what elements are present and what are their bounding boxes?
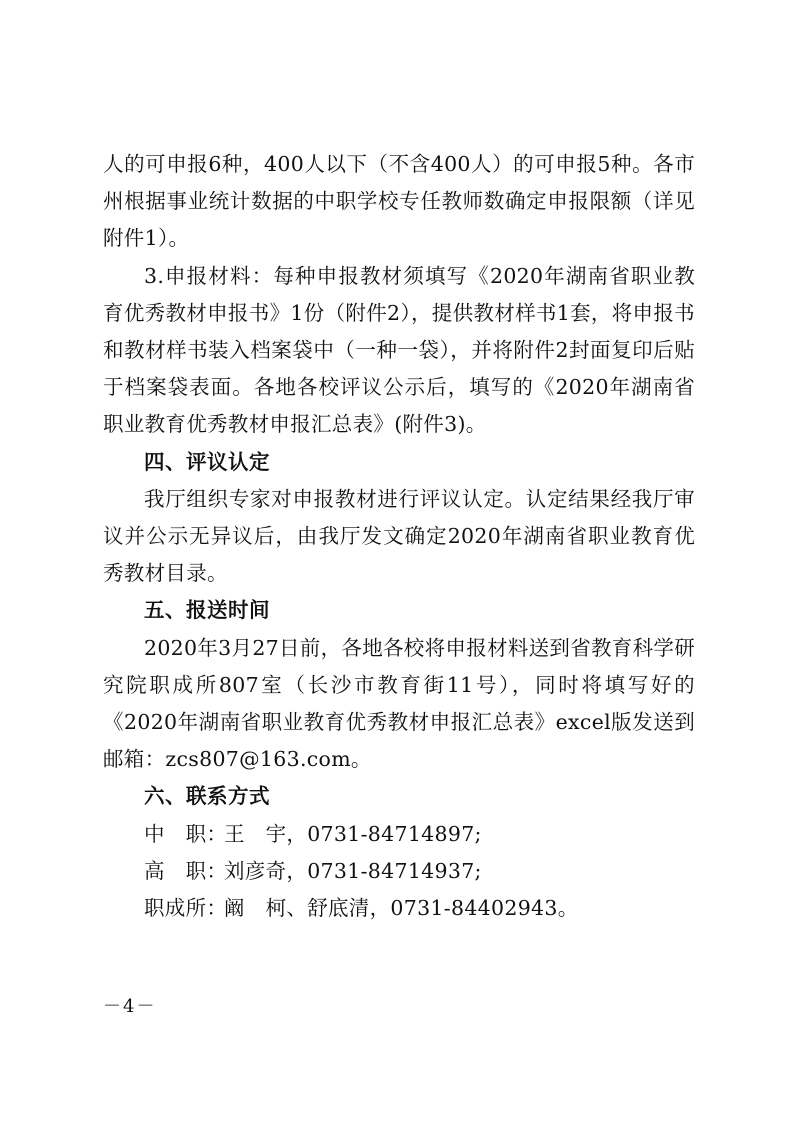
- contact-line-secondary-vocational: [103, 816, 695, 853]
- section-heading-submission-time: 五、报送时间: [144, 598, 270, 623]
- section-heading-contact: 六、联系方式: [144, 784, 270, 809]
- document-body: [103, 146, 695, 927]
- section-heading-review: 四、评议认定: [144, 449, 270, 474]
- contact-label: 中 职：: [144, 821, 228, 846]
- contact-line-higher-vocational: [103, 853, 695, 890]
- contact-line-vocational-adult-office: [103, 890, 695, 927]
- paragraph-review: 我厅组织专家对申报教材进行评议认定。认定结果经我厅审议并公示无异议后，由我厅发文确定2020年湖南省职业教育优秀教材目录。: [103, 486, 695, 586]
- contact-value: 刘彦奇，0731-84714937;: [224, 858, 482, 883]
- contact-label: 高 职：: [144, 858, 228, 883]
- contact-value: 王 宇，0731-84714897;: [224, 821, 482, 846]
- contact-label: 职成所：: [144, 896, 228, 921]
- paragraph-submission-time: 2020年3月27日前，各地各校将申报材料送到省教育科学研究院职成所807室（长沙市教育街11号），同时将填写好的《2020年湖南省职业教育优秀教材申报汇总表》excel版发送到邮箱：zcs807@163.com。: [103, 635, 695, 772]
- contact-value: 阚 柯、舒底清，0731-84402943。: [224, 896, 579, 921]
- page-number: －4－: [103, 996, 157, 1017]
- paragraph-quota-continued: 人的可申报6种，400人以下（不含400人）的可申报5种。各市州根据事业统计数据的中职学校专任教师数确定申报限额（详见附件1）。: [103, 152, 695, 251]
- paragraph-application-materials: 3.申报材料：每种申报教材须填写《2020年湖南省职业教育优秀教材申报书》1份（附件2），提供教材样书1套，将申报书和教材样书装入档案袋中（一种一袋），并将附件2封面复印后贴于档案袋表面。各地各校评议公示后，填写的《2020年湖南省职业教育优秀教材申报汇总表》(附件3)。: [103, 263, 695, 437]
